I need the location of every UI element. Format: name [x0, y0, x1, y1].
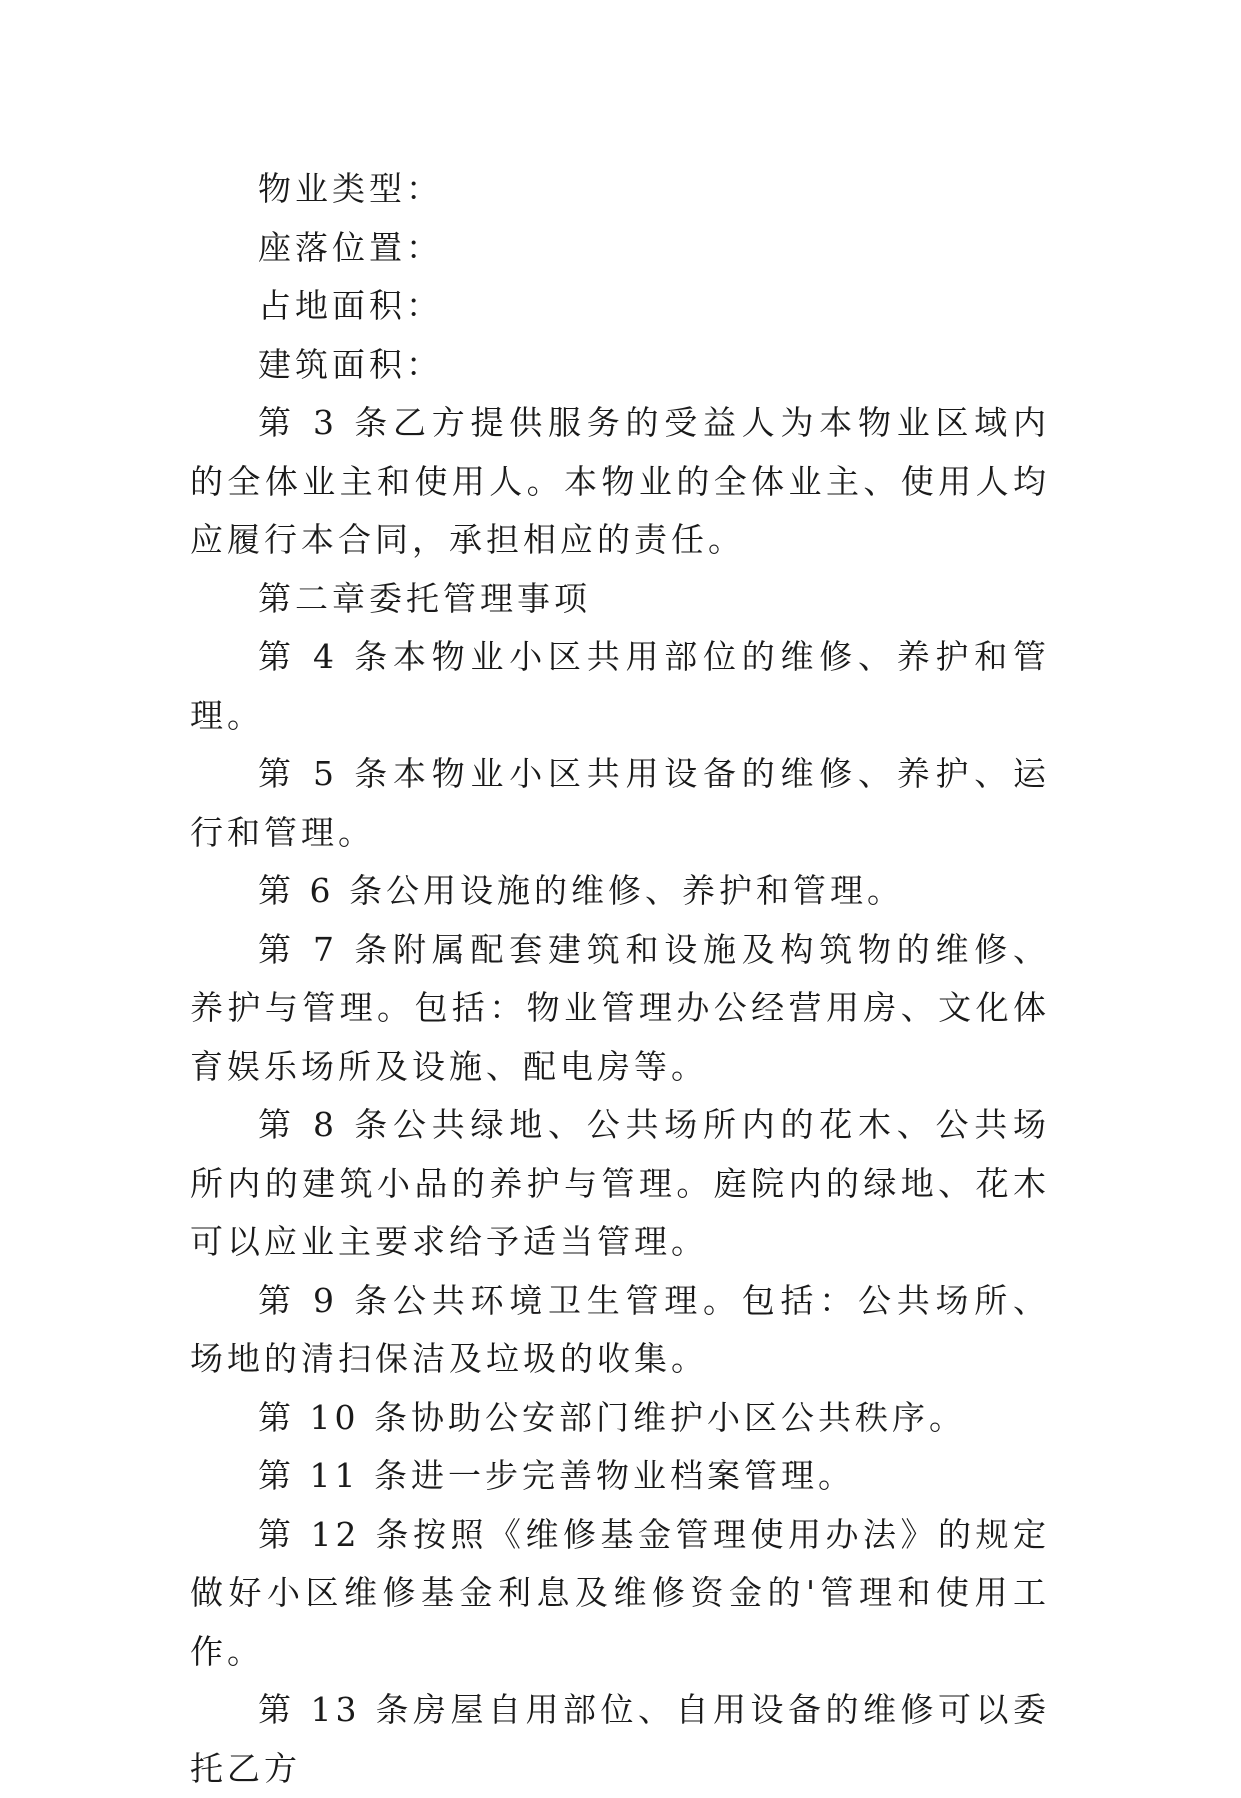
- article-12: 第 12 条按照《维修基金管理使用办法》的规定做好小区维修基金利息及维修资金的'管理和使用工作。: [190, 1514, 1050, 1671]
- article-11: 第 11 条进一步完善物业档案管理。: [258, 1456, 855, 1495]
- article-3: 第 3 条乙方提供服务的受益人为本物业区域内的全体业主和使用人。本物业的全体业主、使用人均应履行本合同，承担相应的责任。: [190, 403, 1050, 559]
- land-area-line: 占地面积：: [258, 286, 443, 325]
- article-7: 第 7 条附属配套建筑和设施及构筑物的维修、养护与管理。包括：物业管理办公经营用房、文化体育娱乐场所及设施、配电房等。: [190, 929, 1050, 1086]
- article-10: 第 10 条协助公安部门维护小区公共秩序。: [258, 1397, 966, 1437]
- article-5: 第 5 条本物业小区共用设备的维修、养护、运行和管理。: [190, 754, 1050, 852]
- article-13: 第 13 条房屋自用部位、自用设备的维修可以委托乙方: [190, 1690, 1050, 1788]
- document-body: [190, 160, 1050, 1798]
- article-9: 第 9 条公共环境卫生管理。包括：公共场所、场地的清扫保洁及垃圾的收集。: [190, 1280, 1050, 1378]
- article-6: 第 6 条公用设施的维修、养护和管理。: [258, 871, 904, 910]
- location-line: 座落位置：: [258, 227, 443, 267]
- building-area-line: 建筑面积：: [258, 344, 443, 384]
- chapter-2-heading: 第二章委托管理事项: [258, 578, 591, 618]
- article-4: 第 4 条本物业小区共用部位的维修、养护和管理。: [190, 637, 1050, 735]
- property-type-line: 物业类型：: [258, 169, 443, 208]
- article-8: 第 8 条公共绿地、公共场所内的花木、公共场所内的建筑小品的养护与管理。庭院内的绿地、花木可以应业主要求给予适当管理。: [190, 1105, 1050, 1261]
